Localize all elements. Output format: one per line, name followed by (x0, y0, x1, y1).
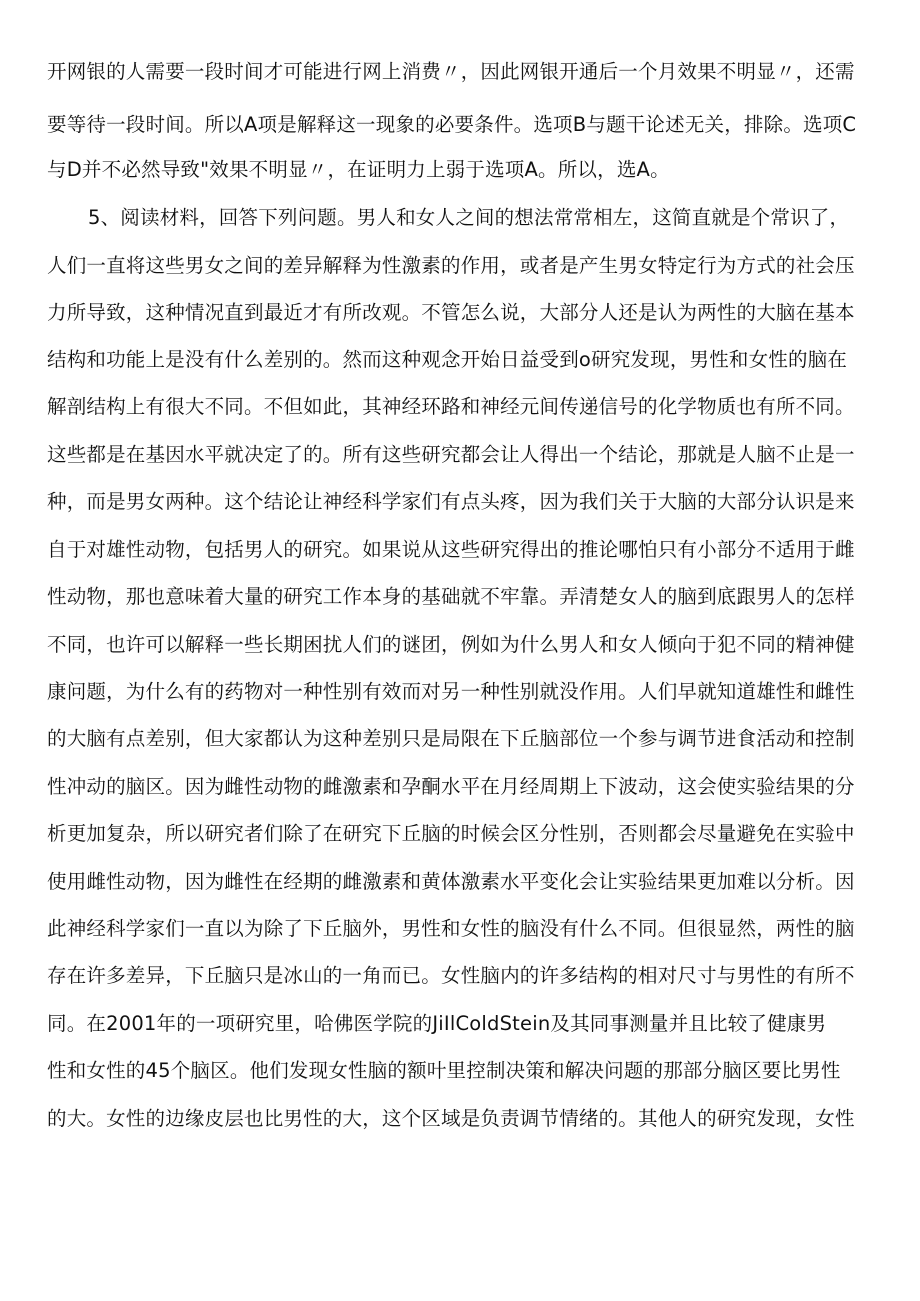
text-line: 这些都是在基因水平就决定了的。所有这些研究都会让人得出一个结论，那就是人脑不止是一 (47, 443, 855, 466)
text-line: 析更加复杂，所以研究者们除了在研究下丘脑的时候会区分性别，否则都会尽量避免在实验中 (47, 822, 855, 845)
text-line: 与D并不必然导致"效果不明显〃，在证明力上弱于选项A。所以，选A。 (47, 158, 670, 181)
text-line: 结构和功能上是没有什么差别的。然而这种观念开始日益受到o研究发现，男性和女性的脑在 (47, 348, 848, 371)
text-line: 康问题，为什么有的药物对一种性别有效而对另一种性别就没作用。人们早就知道雄性和雌性 (47, 680, 855, 703)
text-line: 要等待一段时间。所以A项是解释这一现象的必要条件。选项B与题干论述无关，排除。选项C (47, 113, 857, 136)
text-line: 力所导致，这种情况直到最近才有所改观。不管怎么说，大部分人还是认为两性的大脑在基本 (47, 301, 855, 324)
text-line: 开网银的人需要一段时间才可能进行网上消费〃，因此网银开通后一个月效果不明显〃，还需 (47, 60, 855, 83)
text-line: 存在许多差异，下丘脑只是冰山的一角而已。女性脑内的许多结构的相对尺寸与男性的有所不 (47, 964, 855, 987)
text-line: 此神经科学家们一直以为除了下丘脑外，男性和女性的脑没有什么不同。但很显然，两性的脑 (47, 917, 855, 940)
text-line: 的大脑有点差别，但大家都认为这种差别只是局限在下丘脑部位一个参与调节进食活动和控制 (47, 727, 855, 750)
text-line: 性冲动的脑区。因为雌性动物的雌激素和孕酮水平在月经周期上下波动，这会使实验结果的分 (47, 775, 855, 798)
text-line: 种，而是男女两种。这个结论让神经科学家们有点头疼，因为我们关于大脑的大部分认识是来 (47, 490, 855, 513)
text-line: 人们一直将这些男女之间的差异解释为性激素的作用，或者是产生男女特定行为方式的社会压 (47, 254, 855, 277)
text-line: 性动物，那也意味着大量的研究工作本身的基础就不牢靠。弄清楚女人的脑到底跟男人的怎样 (47, 585, 855, 608)
text-line: 不同，也许可以解释一些长期困扰人们的谜团，例如为什么男人和女人倾向于犯不同的精神健 (47, 633, 855, 656)
text-line: 解剖结构上有很大不同。不但如此，其神经环路和神经元间传递信号的化学物质也有所不同。 (47, 395, 855, 418)
text-line: 使用雌性动物，因为雌性在经期的雌激素和黄体激素水平变化会让实验结果更加难以分析。因 (47, 870, 855, 893)
text-line: 的大。女性的边缘皮层也比男性的大，这个区域是负责调节情绪的。其他人的研究发现，女性 (47, 1107, 855, 1130)
text-line: 同。在2001年的一项研究里，哈佛医学院的JiIlColdStein及其同事测量并且比较了健康男 (47, 1012, 827, 1035)
text-line: 5、阅读材料，回答下列问题。男人和女人之间的想法常常相左，这简直就是个常识了， (88, 206, 850, 229)
text-line: 自于对雄性动物，包括男人的研究。如果说从这些研究得出的推论哪怕只有小部分不适用于雌 (47, 538, 855, 561)
text-line: 性和女性的45个脑区。他们发现女性脑的额叶里控制决策和解决问题的那部分脑区要比男性 (47, 1059, 841, 1082)
